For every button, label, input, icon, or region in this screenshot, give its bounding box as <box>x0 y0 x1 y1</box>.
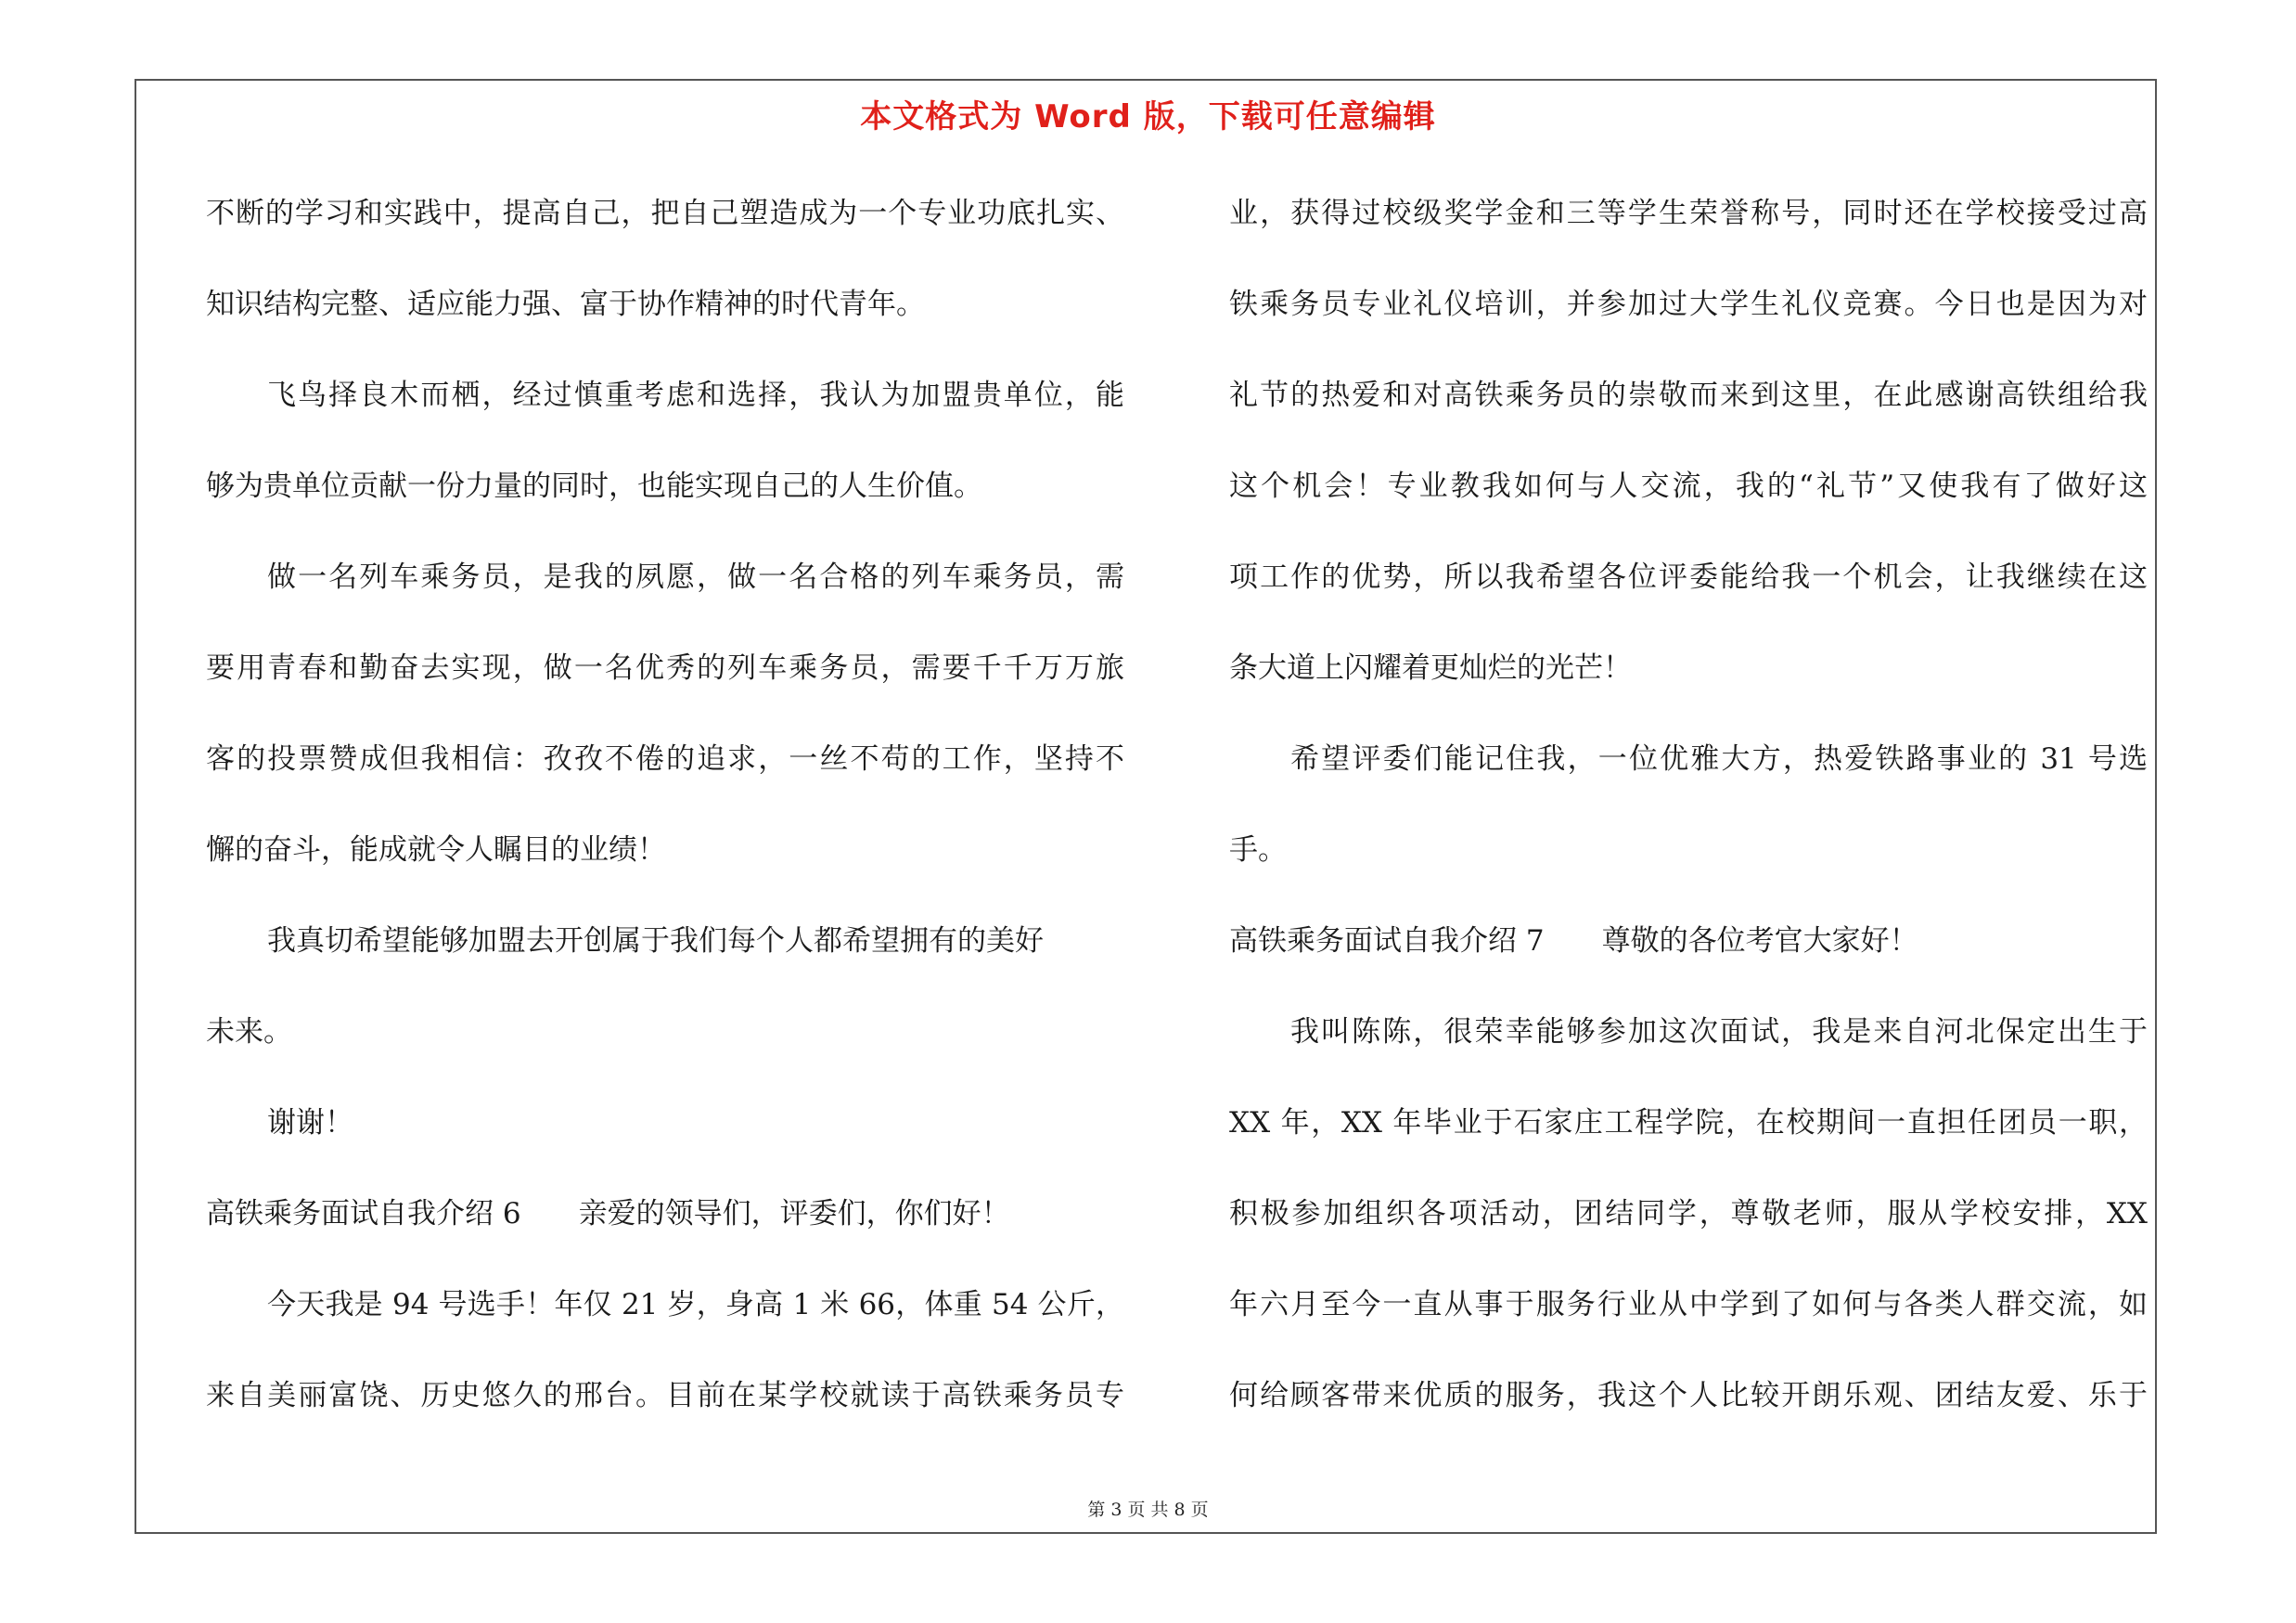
paragraph-line: 不断的学习和实践中，提高自己，把自己塑造成为一个专业功底扎实、 <box>206 197 1124 230</box>
word-format-banner: 本文格式为 Word 版，下载可任意编辑 <box>860 98 1436 135</box>
paragraph-line: XX 年，XX 年毕业于石家庄工程学院，在校期间一直担任团员一职， <box>1229 1106 2148 1140</box>
paragraph-line: 我真切希望能够加盟去开创属于我们每个人都希望拥有的美好 <box>267 924 1044 958</box>
section-heading: 高铁乘务面试自我介绍 6 亲爱的领导们，评委们，你们好！ <box>206 1197 1010 1230</box>
paragraph-line: 谢谢！ <box>267 1106 353 1140</box>
paragraph-line: 做一名列车乘务员，是我的夙愿，做一名合格的列车乘务员，需 <box>267 560 1124 594</box>
page-number: 第 3 页 共 8 页 <box>1087 1500 1209 1520</box>
paragraph-line: 客的投票赞成但我相信：孜孜不倦的追求，一丝不苟的工作，坚持不 <box>206 742 1124 776</box>
paragraph-line: 希望评委们能记住我，一位优雅大方，热爱铁路事业的 31 号选 <box>1290 742 2148 776</box>
paragraph-line: 今天我是 94 号选手！年仅 21 岁，身高 1 米 66，体重 54 公斤， <box>267 1288 1124 1321</box>
paragraph-line: 飞鸟择良木而栖，经过慎重考虑和选择，我认为加盟贵单位，能 <box>267 379 1124 412</box>
paragraph-line: 年六月至今一直从事于服务行业从中学到了如何与各类人群交流，如 <box>1229 1288 2148 1321</box>
paragraph-line: 要用青春和勤奋去实现，做一名优秀的列车乘务员，需要千千万万旅 <box>206 651 1124 685</box>
section-heading: 高铁乘务面试自我介绍 7 尊敬的各位考官大家好！ <box>1229 924 1918 958</box>
paragraph-line: 何给顾客带来优质的服务，我这个人比较开朗乐观、团结友爱、乐于 <box>1229 1379 2148 1412</box>
paragraph-line: 礼节的热爱和对高铁乘务员的崇敬而来到这里，在此感谢高铁组给我 <box>1229 379 2148 412</box>
paragraph-line: 条大道上闪耀着更灿烂的光芒！ <box>1229 651 1632 685</box>
right-text-column <box>1229 186 2148 1459</box>
paragraph-line: 未来。 <box>206 1015 292 1049</box>
paragraph-line: 够为贵单位贡献一份力量的同时，也能实现自己的人生价值。 <box>206 470 982 503</box>
paragraph-line: 业，获得过校级奖学金和三等学生荣誉称号，同时还在学校接受过高 <box>1229 197 2148 230</box>
paragraph-line: 我叫陈陈，很荣幸能够参加这次面试，我是来自河北保定出生于 <box>1290 1015 2148 1049</box>
paragraph-line: 手。 <box>1229 833 1287 867</box>
paragraph-line: 知识结构完整、适应能力强、富于协作精神的时代青年。 <box>206 288 925 321</box>
paragraph-line: 来自美丽富饶、历史悠久的邢台。目前在某学校就读于高铁乘务员专 <box>206 1379 1124 1412</box>
paragraph-line: 懈的奋斗，能成就令人瞩目的业绩！ <box>206 833 666 867</box>
left-text-column <box>206 186 1124 1459</box>
paragraph-line: 项工作的优势，所以我希望各位评委能给我一个机会，让我继续在这 <box>1229 560 2148 594</box>
paragraph-line: 铁乘务员专业礼仪培训，并参加过大学生礼仪竞赛。今日也是因为对 <box>1229 288 2148 321</box>
paragraph-line: 这个机会！专业教我如何与人交流，我的“礼节”又使我有了做好这 <box>1229 470 2148 503</box>
paragraph-line: 积极参加组织各项活动，团结同学，尊敬老师，服从学校安排，XX <box>1229 1197 2148 1230</box>
